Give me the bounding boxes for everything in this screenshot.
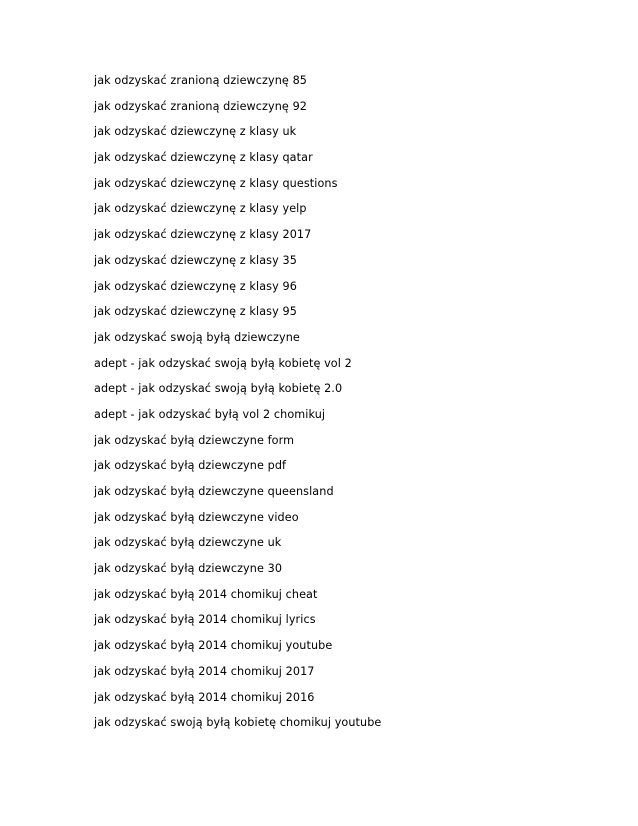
text-line: jak odzyskać byłą dziewczyne form <box>94 433 295 447</box>
text-line: jak odzyskać byłą 2014 chomikuj cheat <box>94 587 318 601</box>
text-line: jak odzyskać dziewczynę z klasy uk <box>94 125 297 139</box>
text-line: jak odzyskać byłą dziewczyne pdf <box>94 459 287 473</box>
text-line: jak odzyskać byłą dziewczyne video <box>94 510 299 524</box>
text-line: jak odzyskać dziewczynę z klasy qatar <box>94 151 313 165</box>
text-line: jak odzyskać byłą 2014 chomikuj youtube <box>94 639 333 653</box>
text-line: jak odzyskać byłą dziewczyne 30 <box>94 562 283 576</box>
text-line-list <box>94 72 381 740</box>
text-line: jak odzyskać dziewczynę z klasy 35 <box>94 253 297 267</box>
text-line: jak odzyskać zranioną dziewczynę 92 <box>94 99 308 113</box>
text-line: jak odzyskać dziewczynę z klasy 2017 <box>94 228 312 242</box>
text-line: jak odzyskać byłą dziewczyne queensland <box>94 485 334 498</box>
text-line: jak odzyskać dziewczynę z klasy yelp <box>94 202 307 216</box>
text-line: adept - jak odzyskać byłą vol 2 chomikuj <box>94 407 326 421</box>
text-line: jak odzyskać dziewczynę z klasy 96 <box>94 279 297 293</box>
text-line: jak odzyskać swoją byłą dziewczyne <box>94 330 300 344</box>
text-line: jak odzyskać swoją byłą kobietę chomikuj youtube <box>94 716 382 730</box>
text-line: jak odzyskać byłą 2014 chomikuj 2017 <box>94 664 315 678</box>
text-line: jak odzyskać byłą 2014 chomikuj 2016 <box>94 690 315 704</box>
text-line: jak odzyskać byłą dziewczyne uk <box>94 536 282 550</box>
text-line: jak odzyskać byłą 2014 chomikuj lyrics <box>94 613 316 627</box>
text-line: jak odzyskać zranioną dziewczynę 85 <box>94 74 308 87</box>
text-line: jak odzyskać dziewczynę z klasy 95 <box>94 305 297 319</box>
text-line: adept - jak odzyskać swoją byłą kobietę vol 2 <box>94 356 352 370</box>
text-line: jak odzyskać dziewczynę z klasy questions <box>94 176 338 190</box>
text-line: adept - jak odzyskać swoją byłą kobietę 2.0 <box>94 382 343 396</box>
